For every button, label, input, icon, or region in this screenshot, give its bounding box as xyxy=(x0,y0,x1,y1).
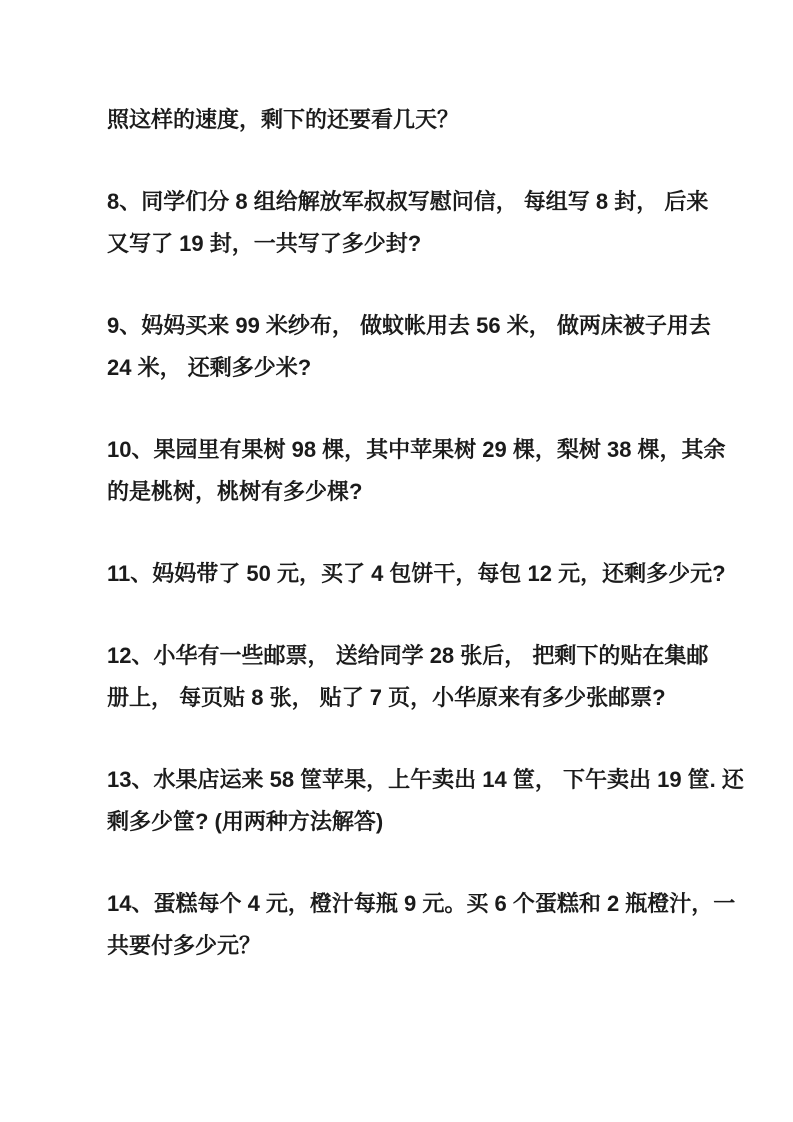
problem-10 xyxy=(107,429,726,513)
problem-8-line-2: 又写了 19 封，一共写了多少封? xyxy=(107,231,422,256)
problem-13-line-1: 13、水果店运来 58 筐苹果，上午卖出 14 筐， 下午卖出 19 筐. 还 xyxy=(107,767,744,792)
problem-9-line-1: 9、妈妈买来 99 米纱布， 做蚊帐用去 56 米， 做两床被子用去 xyxy=(107,313,711,338)
continuation-paragraph xyxy=(107,99,693,141)
problem-14 xyxy=(107,883,736,967)
problem-11-line-1: 11、妈妈带了 50 元，买了 4 包饼干，每包 12 元，还剩多少元? xyxy=(107,561,726,586)
continuation-line-text: 照这样的速度，剩下的还要看几天？ xyxy=(107,107,460,132)
problem-8 xyxy=(107,181,709,265)
problem-8-line-1: 8、同学们分 8 组给解放军叔叔写慰问信， 每组写 8 封， 后来 xyxy=(107,189,709,214)
problem-11 xyxy=(107,553,726,595)
problem-14-line-2: 共要付多少元？ xyxy=(107,933,262,958)
worksheet-content xyxy=(107,99,744,1007)
problem-12-line-1: 12、小华有一些邮票， 送给同学 28 张后， 把剩下的贴在集邮 xyxy=(107,643,709,668)
problem-10-line-2: 的是桃树，桃树有多少棵? xyxy=(107,479,363,504)
problem-13 xyxy=(107,759,744,843)
problem-13-line-2: 剩多少筐? (用两种方法解答) xyxy=(107,809,384,834)
problem-12-line-2: 册上， 每页贴 8 张， 贴了 7 页，小华原来有多少张邮票? xyxy=(107,685,666,710)
problem-12 xyxy=(107,635,709,719)
problem-10-line-1: 10、果园里有果树 98 棵，其中苹果树 29 棵，梨树 38 棵，其余 xyxy=(107,437,726,462)
problem-9 xyxy=(107,305,711,389)
problem-9-line-2: 24 米， 还剩多少米? xyxy=(107,355,312,380)
problem-14-line-1: 14、蛋糕每个 4 元，橙汁每瓶 9 元。买 6 个蛋糕和 2 瓶橙汁，一 xyxy=(107,891,736,916)
